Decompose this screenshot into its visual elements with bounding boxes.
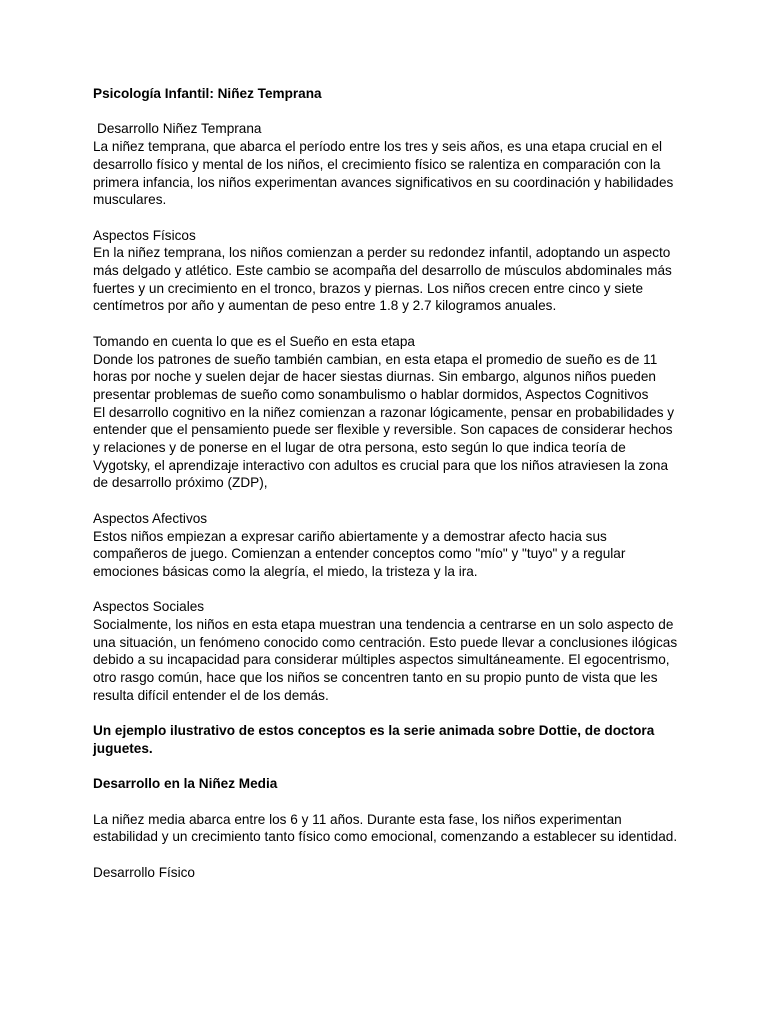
section-heading-sociales: Aspectos Sociales [93, 599, 205, 615]
section-body-sociales: Socialmente, los niños en esta etapa muestran una tendencia a centrarse en un solo aspecto de una situación, un fenómeno conocido como centración. Esto puede llevar a conclusiones ilógicas debido a su incapacidad para considerar múltiples aspectos simultáneamente. El egocentrismo, otro rasgo común, hace que los niños se concentren tanto en su propio punto de vista que les resulta difícil entender el de los demás. [93, 617, 678, 703]
spacer [93, 315, 683, 333]
document-page [93, 85, 683, 882]
section-body-sueno: Donde los patrones de sueño también cambian, en esta etapa el promedio de sueño es de 11 horas por noche y suelen dejar de hacer siestas diurnas. Sin embargo, algunos niños pueden presentar problemas de sueño como sonambulismo o hablar dormidos, Aspectos Cognitivos [93, 351, 658, 402]
section-body-afectivos: Estos niños empiezan a expresar cariño abiertamente y a demostrar afecto hacia sus compañeros de juego. Comienzan a entender conceptos como "mío" y "tuyo" y a regular emociones básicas como la alegría, el miedo, la tristeza y la ira. [93, 528, 626, 579]
section-body-intro: La niñez temprana, que abarca el período entre los tres y seis años, es una etapa crucial en el desarrollo físico y mental de los niños, el crecimiento físico se ralentiza en comparación con la primera infancia, los niños experimentan avances significativos en su coordinación y habilidades musculares. [93, 139, 674, 208]
section-heading-media: Desarrollo en la Niñez Media [93, 776, 278, 792]
section-heading-fisicos: Aspectos Físicos [93, 227, 196, 243]
example-paragraph: Un ejemplo ilustrativo de estos conceptos es la serie animada sobre Dottie, de doctora juguetes. [93, 723, 655, 756]
section-body-cognitivos: El desarrollo cognitivo en la niñez comienzan a razonar lógicamente, pensar en probabilidades y entender que el pensamiento puede ser flexible y reversible. Son capaces de considerar hechos y relaciones y de ponerse en el lugar de otra persona, esto según lo que indica teoría de Vygotsky, el aprendizaje interactivo con adultos es crucial para que los niños atraviesen la zona de desarrollo próximo (ZDP), [93, 404, 675, 491]
spacer [93, 846, 683, 864]
section-heading-sueno: Tomando en cuenta lo que es el Sueño en esta etapa [93, 333, 415, 349]
section-body-media: La niñez media abarca entre los 6 y 11 años. Durante esta fase, los niños experimentan estabilidad y un crecimiento tanto físico como emocional, comenzando a establecer su identidad. [93, 811, 678, 845]
section-heading-intro: Desarrollo Niñez Temprana [97, 121, 262, 137]
spacer [93, 705, 683, 723]
section-body-fisicos: En la niñez temprana, los niños comienzan a perder su redondez infantil, adoptando un aspecto más delgado y atlético. Este cambio se acompaña del desarrollo de músculos abdominales más fuertes y un crecimiento en el tronco, brazos y piernas. Los niños crecen entre cinco y siete centímetros por año y aumentan de peso entre 1.8 y 2.7 kilogramos anuales. [93, 245, 672, 314]
spacer [93, 209, 683, 227]
spacer [93, 103, 683, 121]
spacer [93, 492, 683, 510]
section-heading-afectivos: Aspectos Afectivos [93, 510, 208, 526]
spacer [93, 758, 683, 776]
spacer [93, 581, 683, 599]
section-heading-media-fisico: Desarrollo Físico [93, 864, 195, 880]
document-title: Psicología Infantil: Niñez Temprana [93, 86, 322, 101]
spacer [93, 793, 683, 811]
